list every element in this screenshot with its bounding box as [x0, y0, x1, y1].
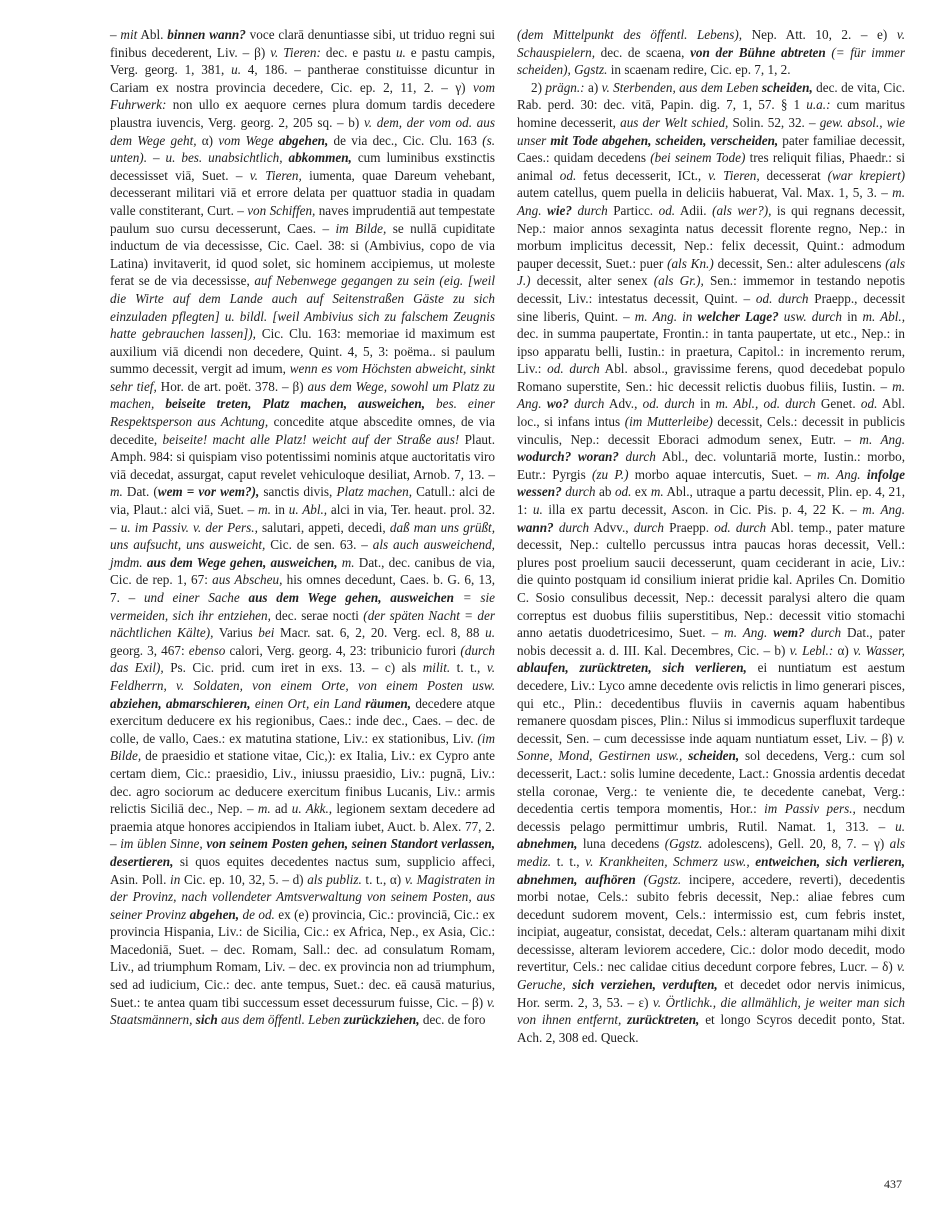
left-column	[110, 26, 495, 1029]
right-column	[517, 26, 905, 1046]
page-number: 437	[884, 1177, 902, 1191]
paragraph: (dem Mittelpunkt des öffentl. Lebens), Nep. Att. 10, 2. – e) v. Schauspielern, dec. de scaena, von der Bühne abtreten (= für immer scheiden), Ggstz. in scaenam redire, Cic. ep. 7, 1, 2.	[517, 27, 905, 78]
paragraph: – mit Abl. binnen wann? voce clarā denuntiasse sibi, ut triduo regni sui finibus decederent, Liv. – β) v. Tieren: dec. e pastu u. e pastu campis, Verg. georg. 1, 381, u. 4, 186. – pantherae constituisse dicuntur in Cariam ex nostra provincia decedere, Cic. ep. 2, 11, 2. – γ) vom Fuhrwerk: non ullo ex aequore cernes plura domum tardis decedere plaustra iuvencis, Verg. georg. 2, 205 sq. – b) v. dem, der vom od. aus dem Wege geht, α) vom Wege abgehen, de via dec., Cic. Clu. 163 (s. unten). – u. bes. unabsichtlich, abkommen, cum luminibus exstinctis decessisset viā, Suet. – v. Tieren, iumenta, quae Dareum vehebant, decesserant militari viā et errore delata per quattuor stadia in quadam valle constiterant, Curt. – von Schiffen, naves imprudentiā aut tempestate paulum suo cursu decesserunt, Caes. – im Bilde, se nullā cupiditate inductum de via decessisse, Cic. Cael. 38: si (Ambivius, copo de via Latina) invitaverit, id quod solet, sic hominem accipiemus, ut moleste ferat se de via decessisse, auf Nebenwege gegangen zu sein (eig. [weil die Wirte auf dem Lande auch auf Seitenstraßen Gäste zu sich einzuladen pflegten] u. bildl. [weil Ambivius sich zu falschem Zeugnis hatte gebrauchen lassen]), Cic. Clu. 163: memoriae id maximum est auxilium viā dicendi non decedere, Quint. 4, 5, 3: poëma.. si paulum summo decessit, vergit ad imum, wenn es vom Höchsten abweicht, sinkt sehr tief, Hor. de art. poët. 378. – β) aus dem Wege, sowohl um Platz zu machen, beiseite treten, Platz machen, ausweichen, bes. einer Respektsperson aus Achtung, concedite atque abscedite omnes, de via decedite, beiseite! macht alle Platz! weicht auf der Straße aus! Plaut. Amph. 984: si quispiam viso potentissimi nominis atque auctoritatis viro viā decedat, assurgat, caput revelet vehiculoque desiliat, Arnob. 7, 13. – m. Dat. (wem = vor wem?), sanctis divis, Platz machen, Catull.: alci de via, Plaut.: alci viā, Suet. – m. in u. Abl., alci in via, Ter. heaut. prol. 32. – u. im Passiv. v. der Pers., salutari, appeti, decedi, daß man uns grüßt, uns aufsucht, uns ausweicht, Cic. de sen. 63. – als auch ausweichend, jmdm. aus dem Wege gehen, ausweichen, m. Dat., dec. canibus de via, Cic. de rep. 1, 67: aus Abscheu, his omnes decedunt, Caes. b. G. 6, 13, 7. – und einer Sache aus dem Wege gehen, ausweichen = sie vermeiden, sich ihr entziehen, dec. serae nocti (der späten Nacht = der nächtlichen Kälte), Varius bei Macr. sat. 6, 2, 20. Verg. ecl. 8, 88 u. georg. 3, 467: ebenso calori, Verg. georg. 4, 23: tribunicio furori (durch das Exil), Ps. Cic. prid. cum iret in exs. 13. – c) als milit. t. t., v. Feldherrn, v. Soldaten, von einem Orte, von einem Posten usw. abziehen, abmarschieren, einen Ort, ein Land räumen, decedere atque exercitum deducere ex his regionibus, Caes.: inde dec., Caes. – dec. de colle, de vallo, Caes.: ex matutina statione, Liv.: ex stationibus, Liv. (im Bilde, de praesidio et statione vitae, Cic,): ex Italia, Liv.: ex Cypro ante certam diem, Cic.: praesidio, Liv., iniussu praesidio, Liv.: pugnā, Liv.: dec. agro sociorum ac deducere exercitum finibus Lucanis, Liv.: armis relictis Siciliā dec., Nep. – m. ad u. Akk., legionem sextam decedere ad praemia atque honores accipiendos in Italiam iubet, Auct. b. Alex. 77, 2. – im üblen Sinne, von seinem Posten gehen, seinen Standort verlassen, desertieren, si quos equites decedentes nactus sum, supplicio affeci, Asin. Poll. in Cic. ep. 10, 32, 5. – d) als publiz. t. t., α) v. Magistraten in der Provinz, nach vollendeter Amtsverwaltung von seinem Posten, aus seiner Provinz abgehen, de od. ex (e) provincia, Cic.: provinciā, Cic.: ex provincia Hispania, Liv.: de Sicilia, Cic.: ex Africa, Nep., ex Asia, Cic.: Macedoniā, Suet. – dec. Romam, Sall.: dec. ad consulatum Romam, Liv., ad triumphum Romam, Liv. – dec. ex provincia non ad triumphum, sed ad iudicium, Cic.: dec. ante tempus, Suet.: dec. eā causā maturius, Suet.: te antea quam tibi successum esset decessurum fuisse, Cic. – β) v. Staatsmännern, sich aus dem öffentl. Leben zurückziehen, dec. de foro	[110, 27, 496, 1028]
paragraph: 2) prägn.: a) v. Sterbenden, aus dem Leben scheiden, dec. de vita, Cic. Rab. perd. 30: dec. vitā, Papin. dig. 7, 1, 57. § 1 u.a.: cum maritus homine decesserit, aus der Welt schied, Solin. 52, 32. – gew. absol., wie unser mit Tode abgehen, scheiden, verscheiden, pater familiae decessit, Caes.: quidam decedens (bei seinem Tode) tres reliquit filias, Phaedr.: si animal od. fetus decesserit, ICt., v. Tieren, decesserat (war krepiert) autem catellus, quem puella in deliciis habuerat, Val. Max. 1, 5, 3. – m. Ang. wie? durch Particc. od. Adii. (als wer?), is qui regnans decessit, Nep.: maior annos sexaginta natus decessit florente regno, Nep.: in morbum implicitus decessit, Nep.: felix decessit, Quint.: admodum pauper decessit, Suet.: puer (als Kn.) decessit, Sen.: alter adulescens (als J.) decessit, alter senex (als Gr.), Sen.: immemor in testando nepotis decessit, Liv.: intestatus decessit, Quint. – od. durch Praepp., decessit sine liberis, Quint. – m. Ang. in welcher Lage? usw. durch in m. Abl., dec. in summa paupertate, Frontin.: in tanta paupertate, ut etc., Nep.: in ipso apparatu belli, Iustin.: in praetura, Capitol.: in incremento rerum, Liv.: od. durch Abl. absol., gravissime ferens, quod decedebat populo Romano superstite, Sen.: hic decessit relictis duobus filiis, Iustin. – m. Ang. wo? durch Adv., od. durch in m. Abl., od. durch Genet. od. Abl. loc., si infans intus (im Mutterleibe) decessit, Cels.: decessit in publicis vinculis, Nep.: decessit Eboraci admodum senex, Eutr. – m. Ang. wodurch? woran? durch Abl., dec. voluntariā morte, Iustin.: morbo, Eutr.: Pyrgis (zu P.) morbo aquae intercutis, Suet. – m. Ang. infolge wessen? durch ab od. ex m. Abl., utraque a partu decessit, Plin. ep. 4, 21, 1: u. illa ex partu decessit, Ascon. in Cic. Pis. p. 4, 22 K. – m. Ang. wann? durch Advv., durch Praepp. od. durch Abl. temp., pater mature decessit, Nep.: cultello percussus intra paucas horas decessit, Vell.: plures post proelium saucii decesserunt, quam ceciderant in acie, Liv.: die quinto postquam id consilium inierat pridie kal. Apriles Cn. Domitio C. Sosio consulibus decessit, Nep.: decessit paralysi altero die quam correptus est duobus filiis superstitibus, Nep.: decessit vitio stomachi anno aetatis duodetricesimo, Suet. – m. Ang. wem? durch Dat., pater nobis decessit a. d. III. Kal. Decembres, Cic. – b) v. Lebl.: α) v. Wasser, ablaufen, zurücktreten, sich verlieren, ei nuntiatum est aestum decedere, Liv.: Lyco amne decedente ovis relictis in limo generari pisces, qui etc., Plin.: decedentibus fluviis in cavernis aquam habentibus remanere quosdam pisces, Plin.: Nilus si immodicus superfluxit tardeque decessit, Sen. – cum decessisse inde aquam nuntiatum esset, Liv. – β) v. Sonne, Mond, Gestirnen usw., scheiden, sol decedens, Verg.: cum sol decesserit, Lact.: solis lumine decedente, Lact.: Gnossia ardentis decedat stella coronae, Verg.: te veniente die, te decedente canebat, Verg.: decedentia certis tempora momentis, Hor.: im Passiv pers., necdum decessis pelago permittimur umbris, Rutil. Namat. 1, 313. – u. abnehmen, luna decedens (Ggstz. adolescens), Gell. 20, 8, 7. – γ) als mediz. t. t., v. Krankheiten, Schmerz usw., entweichen, sich verlieren, abnehmen, aufhören (Ggstz. incipere, accedere, reverti), decedentis morbi notae, Cels.: subito febris decessit, Nep.: aliae febres cum decedunt sudorem movent, Cels.: intermissio est, cum febris instet, incipiat, augeatur, consistat, decedat, Cels.: alteram quartanam mihi dixit decessisse, alteram leviorem accedere, Cic.: dolor modo decedit, modo revertitur, Cels.: nec calidae citius decedunt corpore febres, Lucr. – δ) v. Geruche, sich verziehen, verduften, et decedet odor nervis inimicus, Hor. serm. 2, 3, 53. – ε) v. Örtlichk., die allmählich, je weiter man sich von ihnen entfernt, zurücktreten, et longo Scyros decedit ponto, Stat. Ach. 2, 308 ed. Queck.	[517, 79, 906, 1045]
